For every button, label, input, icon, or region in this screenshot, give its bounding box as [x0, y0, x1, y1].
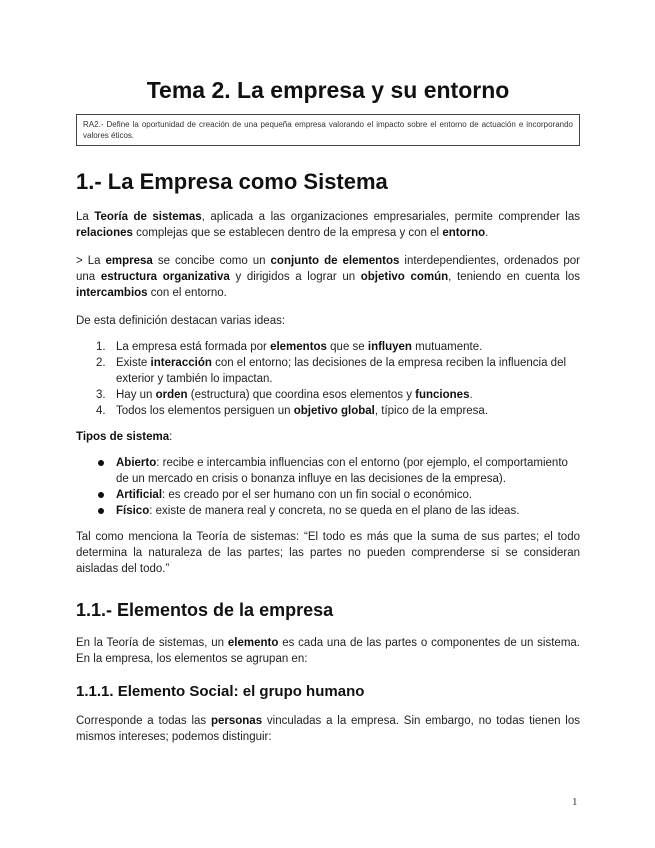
section-1-paragraph-1: La Teoría de sistemas, aplicada a las organizaciones empresariales, permite comprender las relaciones complejas que se establecen dentro de la empresa y con el entorno.	[76, 211, 581, 239]
section-1-heading: 1.- La Empresa como Sistema	[76, 169, 388, 194]
section-1-1-heading: 1.1.- Elementos de la empresa	[76, 600, 334, 620]
learning-outcome-box: RA2.- Define la oportunidad de creación de una pequeña empresa valorando el impacto sobre el entorno de actuación e incorporando valores éticos.	[76, 114, 580, 146]
list-item: Abierto: recibe e intercambia influencias con el entorno (por ejemplo, el comportamiento de un mercado en crisis o bonanza influye en las decisiones de la empresa).	[76, 455, 580, 487]
list-item: 3. Hay un orden (estructura) que coordina esos elementos y funciones.	[96, 389, 473, 401]
list-item: 4. Todos los elementos persiguen un objetivo global, típico de la empresa.	[96, 405, 489, 417]
document-title: Tema 2. La empresa y su entorno	[146, 77, 510, 103]
list-item: 2. Existe interacción con el entorno; las decisiones de la empresa reciben la influencia del exterior y también lo impactan.	[96, 357, 567, 385]
section-1-paragraph-3: De esta definición destacan varias ideas:	[76, 315, 286, 327]
section-1-1-1-paragraph: Corresponde a todas las personas vinculadas a la empresa. Sin embargo, no todas tienen los mismos intereses; podemos distinguir:	[76, 715, 580, 743]
list-item: 1. La empresa está formada por elementos que se influyen mutuamente.	[96, 341, 483, 353]
system-types-list	[76, 455, 580, 519]
bullet-icon	[98, 492, 104, 498]
systems-theory-quote: Tal como menciona la Teoría de sistemas: “El todo es más que la suma de sus partes; el todo determina la naturaleza de las partes; las partes no pueden comprenderse si se consideran aisladas del todo.”	[76, 531, 580, 575]
page-content	[76, 74, 580, 745]
list-item: Físico: existe de manera real y concreta, no se queda en el plano de las ideas.	[76, 503, 580, 519]
section-1-paragraph-2: > La empresa se concibe como un conjunto de elementos interdependientes, ordenados por una estructura organizativa y dirigidos a lograr un objetivo común, teniendo en cuenta los intercambios con el entorno.	[76, 255, 581, 299]
bullet-icon	[98, 460, 104, 466]
ideas-list	[76, 339, 580, 419]
system-types-label: Tipos de sistema:	[76, 431, 173, 443]
page-number: 1	[572, 796, 578, 808]
section-1-1-paragraph: En la Teoría de sistemas, un elemento es cada una de las partes o componentes de un sistema. En la empresa, los elementos se agrupan en:	[76, 637, 581, 665]
section-1-1-1-heading: 1.1.1. Elemento Social: el grupo humano	[76, 683, 365, 700]
list-item: Artificial: es creado por el ser humano con un fin social o económico.	[76, 487, 580, 503]
bullet-icon	[98, 508, 104, 514]
